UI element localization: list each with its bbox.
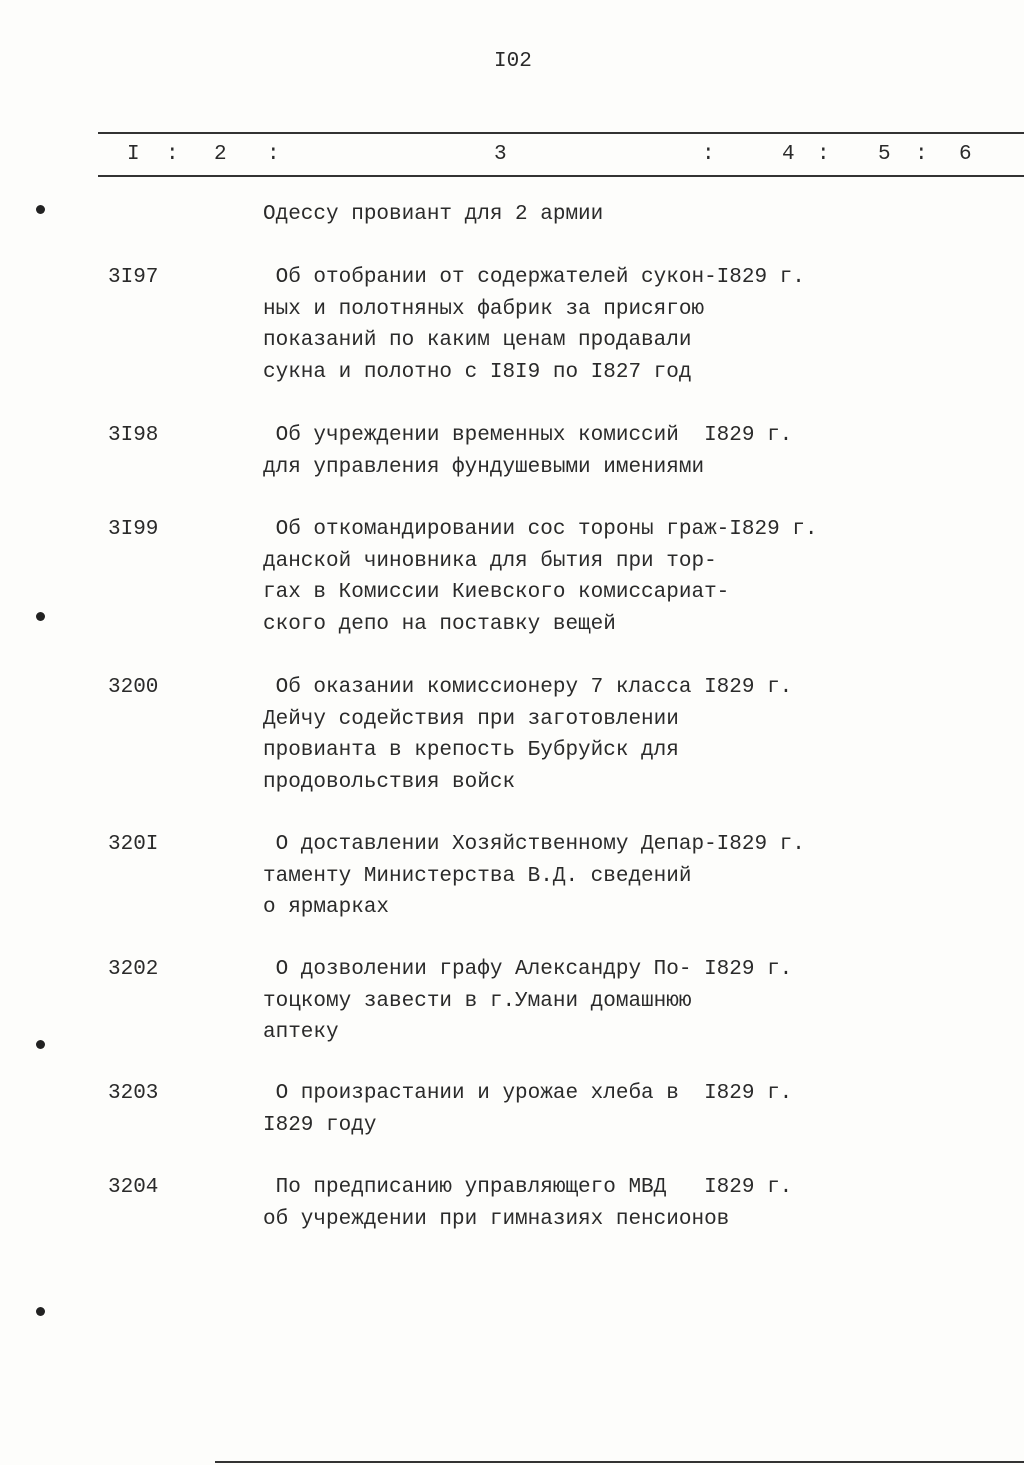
punch-hole-mark: [36, 612, 45, 621]
entry-text-line: По предписанию управляющего МВД I829 г.: [263, 1176, 793, 1199]
entry-text-line: Дейчу содействия при заготовлении: [263, 707, 679, 731]
entry-text-line: тоцкому завести в г.Умани домашнюю: [263, 989, 692, 1013]
entry-text-line: об учреждении при гимназиях пенсионов: [263, 1207, 730, 1231]
column-header: 5: [878, 143, 891, 166]
column-separator: :: [702, 143, 715, 166]
entry-text-line: Об отобрании от содержателей сукон-I829 г.: [263, 266, 805, 289]
column-separator: :: [166, 143, 179, 166]
entry-number: 3200: [108, 676, 159, 699]
entry-number: 3I99: [108, 518, 159, 541]
entry-text-line: сукна и полотно с I8I9 по I827 год: [263, 360, 692, 384]
entry-text-line: таменту Министерства В.Д. сведений: [263, 864, 692, 888]
entry-number: 320I: [108, 833, 159, 856]
entry-text-line: Об откомандировании сос тороны граж-I829 г.: [263, 518, 818, 541]
entry-text-line: ных и полотняных фабрик за присягою: [263, 297, 705, 321]
entry-text-line: Об оказании комиссионеру 7 класса I829 г.: [263, 676, 793, 699]
entry-text-line: данской чиновника для бытия при тор-: [263, 549, 717, 573]
entry-text-line: о ярмарках: [263, 896, 390, 919]
entry-text-line: Об учреждении временных комиссий I829 г.: [263, 424, 793, 447]
column-separator: :: [915, 143, 928, 166]
entry-text-line: О произрастании и урожае хлеба в I829 г.: [263, 1082, 793, 1105]
page-number: I02: [494, 50, 532, 73]
entry-number: 3202: [108, 958, 159, 981]
punch-hole-mark: [36, 1307, 45, 1316]
entry-text-line: провианта в крепость Бубруйск для: [263, 739, 679, 762]
punch-hole-mark: [36, 205, 45, 214]
entry-text-line: О дозволении графу Александру По- I829 г.: [263, 958, 793, 981]
entry-text-line: продовольствия войск: [263, 770, 516, 794]
entry-number: 3I97: [108, 266, 159, 289]
entry-number: 3I98: [108, 424, 159, 447]
entry-text-line: гах в Комиссии Киевского комиссариат-: [263, 581, 730, 604]
column-header: I: [127, 143, 140, 166]
entry-text-line: для управления фундушевыми имениями: [263, 455, 705, 479]
continuation-text: Одессу провиант для 2 армии: [263, 203, 604, 226]
entry-number: 3203: [108, 1082, 159, 1105]
entry-text-line: ского депо на поставку вещей: [263, 612, 616, 636]
bottom-rule: [215, 1461, 1024, 1463]
entry-text-line: показаний по каким ценам продавали: [263, 329, 692, 352]
header-bottom-rule: [98, 175, 1024, 177]
column-separator: :: [267, 143, 280, 166]
column-separator: :: [817, 143, 830, 166]
column-header: 4: [782, 143, 795, 166]
entry-text-line: аптеку: [263, 1021, 339, 1044]
entry-number: 3204: [108, 1176, 159, 1199]
entry-text-line: О доставлении Хозяйственному Депар-I829 г.: [263, 833, 805, 856]
column-header: 3: [494, 143, 507, 166]
column-header: 2: [214, 143, 227, 166]
punch-hole-mark: [36, 1040, 45, 1049]
header-top-rule: [98, 132, 1024, 134]
column-header: 6: [959, 143, 972, 166]
entry-text-line: I829 году: [263, 1113, 377, 1137]
